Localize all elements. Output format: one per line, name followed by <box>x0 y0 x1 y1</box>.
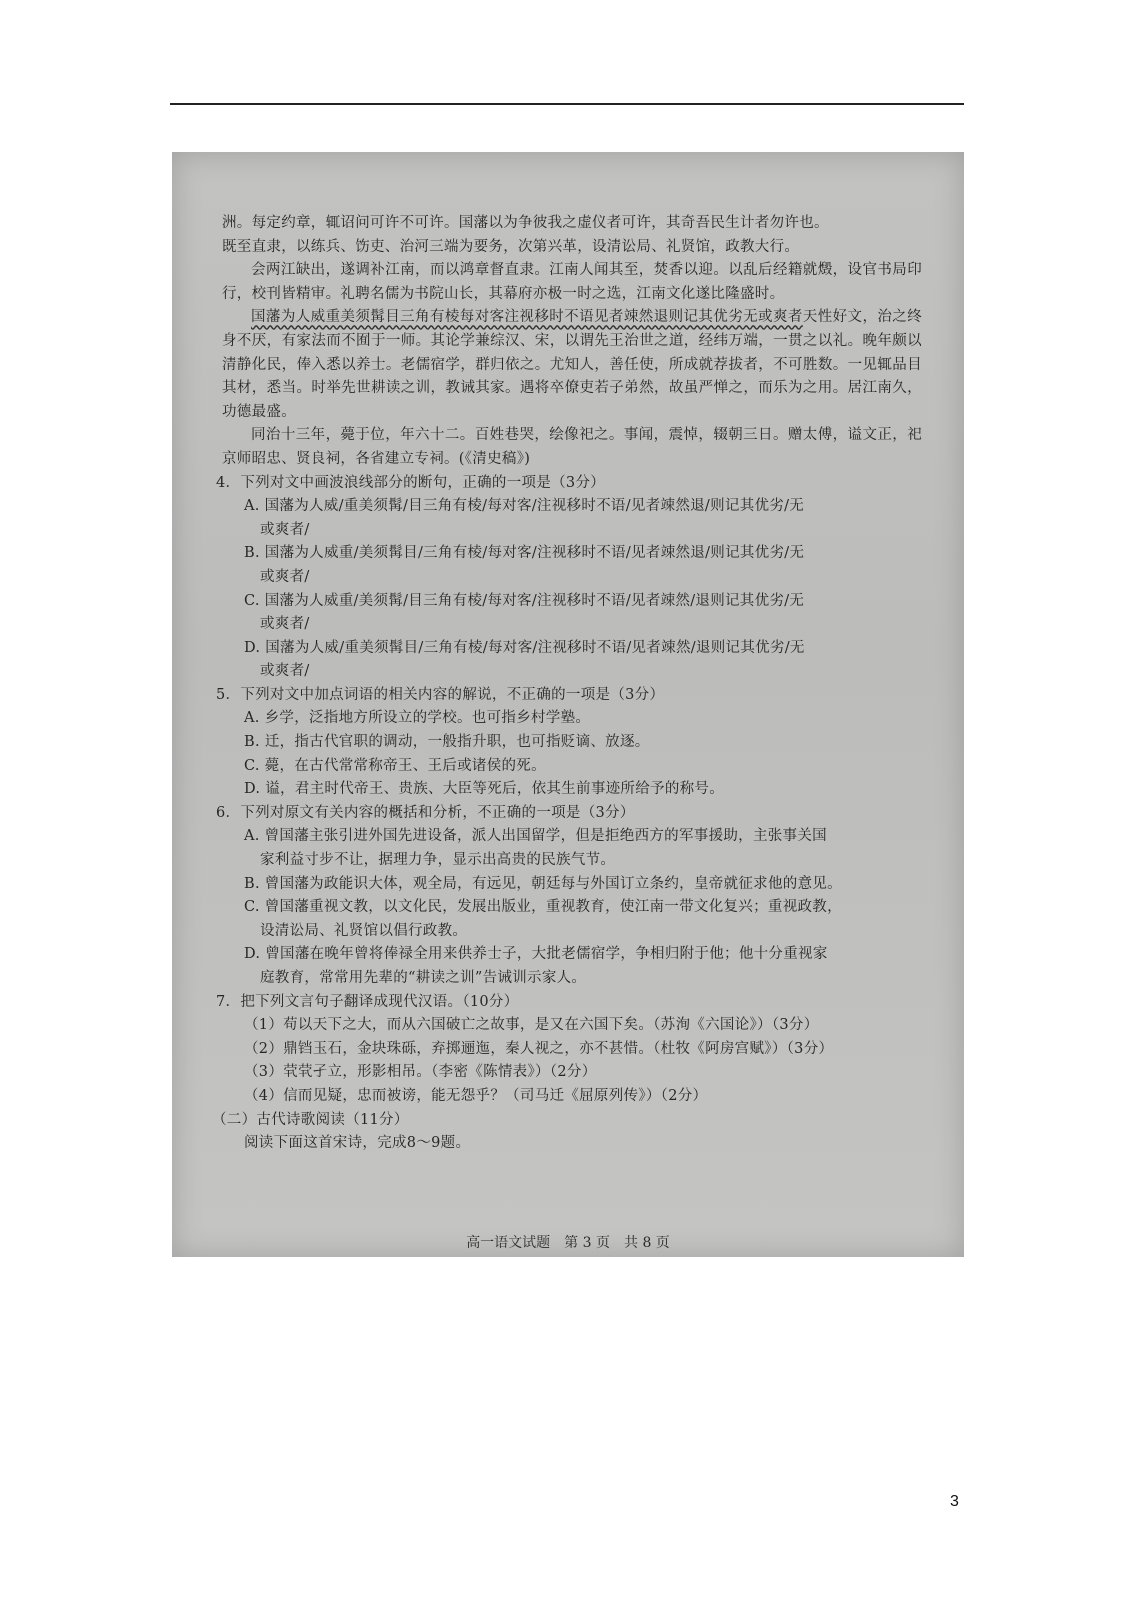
option-d-line-1: D. 曾国藩在晚年曾将俸禄全用来供养士子，大批老儒宿学，争相归附于他；他十分重视家 <box>244 946 828 963</box>
question-5-option-a: A. 乡学，泛指地方所设立的学校。也可指乡村学塾。 <box>244 710 591 727</box>
wavy-underlined-sentence: 国藩为人威重美须髯目三角有棱每对客注视移时不语见者竦然退则记其优劣无或爽者 <box>251 309 803 326</box>
option-c-line-1: C. 曾国藩重视文教，以文化民，发展出版业，重视教育，使江南一带文化复兴；重视政教， <box>244 899 842 916</box>
question-7-sentence-2: （2）鼎铛玉石，金块珠砾，弃掷逦迤，秦人视之，亦不甚惜。（杜牧《阿房宫赋》）（3分） <box>244 1040 834 1057</box>
scanned-exam-page <box>172 152 964 1257</box>
option-a-line-1: A. 国藩为人威/重美须髯/目三角有棱/每对客/注视移时不语/见者竦然退/则记其优劣/无 <box>244 498 805 515</box>
question-5-option-b: B. 迁，指古代官职的调动，一般指升职，也可指贬谪、放逐。 <box>244 734 650 751</box>
question-5 <box>216 684 922 802</box>
option-a-line-1: A. 曾国藩主张引进外国先进设备，派人出国留学，但是拒绝西方的军事援助，主张事关国 <box>244 828 827 845</box>
question-4-option-b <box>222 542 922 589</box>
question-4-option-c <box>222 590 922 637</box>
option-a-line-2: 家利益寸步不让，据理力争，显示出高贵的民族气节。 <box>260 852 616 869</box>
question-6-option-d <box>222 943 922 990</box>
question-7-sentence-1: （1）苟以天下之大，而从六国破亡之故事，是又在六国下矣。（苏洵《六国论》）（3分） <box>244 1017 819 1034</box>
passage-paragraph-1: 洲。每定约章，辄诏问可许不可许。国藩以为争彼我之虚仪者可许，其奇吾民生计者勿许也。 <box>222 215 829 231</box>
question-7-sentence-4: （4）信而见疑，忠而被谤，能无怨乎？（司马迁《屈原列传》）（2分） <box>244 1087 708 1104</box>
option-d-line-2: 庭教育，常常用先辈的“耕读之训”告诫训示家人。 <box>260 970 587 986</box>
passage-paragraph-4 <box>222 306 922 424</box>
question-5-stem: 5．下列对文中加点词语的相关内容的解说，不正确的一项是（3分） <box>216 686 665 703</box>
question-4 <box>216 472 922 684</box>
passage-paragraph-4-rest: 天性好文，治之终身不厌，有家法而不囿于一师。其论学兼综汉、宋，以谓先王治世之道，经纬万端，一贯之以礼。晚年颇以清静化民，俸入悉以养士。老儒宿学，群归依之。尤知人，善任使，所成就荐拔者，不可胜数。一见辄品目其材，悉当。时举先世耕读之训，教诫其家。遇将卒僚吏若子弟然，故虽严惮之，而乐为之用。居江南久，功德最盛。 <box>222 309 922 420</box>
option-c-line-2: 设清讼局、礼贤馆以倡行政教。 <box>260 922 468 939</box>
exam-content <box>212 212 922 1156</box>
question-4-option-d <box>222 637 922 684</box>
question-5-option-c: C. 薨，在古代常常称帝王、王后或诸侯的死。 <box>244 757 546 774</box>
option-b-line-2: 或爽者/ <box>260 568 310 585</box>
section-2-instruction: 阅读下面这首宋诗，完成8～9题。 <box>244 1135 471 1152</box>
question-7-sentence-3: （3）茕茕孑立，形影相吊。（李密《陈情表》）（2分） <box>244 1064 597 1081</box>
option-b-line-1: B. 国藩为人威重/美须髯目/三角有棱/每对客/注视移时不语/见者竦然退/则记其优劣/无 <box>244 545 805 562</box>
option-c-line-2: 或爽者/ <box>260 616 310 633</box>
passage-paragraph-5: 同治十三年，薨于位，年六十二。百姓巷哭，绘像祀之。事闻，震悼，辍朝三日。赠太傅，谥文正，祀京师昭忠、贤良祠，各省建立专祠。(《清史稿》) <box>222 427 922 467</box>
question-6-option-a <box>222 825 922 872</box>
section-2-heading: （二）古代诗歌阅读（11分） <box>212 1111 409 1128</box>
scan-page-footer: 高一语文试题 第 3 页 共 8 页 <box>466 1235 670 1251</box>
option-d-line-1: D. 国藩为人威/重美须髯目/三角有棱/每对客/注视移时不语/见者竦然/退则记其优劣/无 <box>244 639 805 656</box>
question-7-stem: 7．把下列文言句子翻译成现代汉语。（10分） <box>216 993 519 1010</box>
option-c-line-1: C. 国藩为人威重/美须髯/目三角有棱/每对客/注视移时不语/见者竦然/退则记其优劣/无 <box>244 592 805 609</box>
question-5-option-d: D. 谥，君主时代帝王、贵族、大臣等死后，依其生前事迹所给予的称号。 <box>244 781 725 798</box>
option-d-line-2: 或爽者/ <box>260 663 310 680</box>
question-7 <box>216 991 922 1109</box>
question-6 <box>216 802 922 991</box>
header-rule <box>170 103 964 105</box>
option-a-line-2: 或爽者/ <box>260 521 310 538</box>
question-4-option-a <box>222 495 922 542</box>
page-number: 3 <box>950 1493 959 1510</box>
question-6-option-c <box>222 896 922 943</box>
passage-paragraph-2: 既至直隶，以练兵、饬吏、治河三端为要务，次第兴革，设清讼局、礼贤馆，政教大行。 <box>222 238 800 255</box>
question-6-stem: 6．下列对原文有关内容的概括和分析，不正确的一项是（3分） <box>216 804 635 821</box>
passage-paragraph-3: 会两江缺出，遂调补江南，而以鸿章督直隶。江南人闻其至，焚香以迎。以乱后经籍就燬，设官书局印行，校刊皆精审。礼聘名儒为书院山长，其幕府亦极一时之选，江南文化遂比隆盛时。 <box>222 262 922 302</box>
question-4-stem: 4．下列对文中画波浪线部分的断句，正确的一项是（3分） <box>216 474 606 491</box>
question-6-option-b: B. 曾国藩为政能识大体，观全局，有远见，朝廷每与外国订立条约，皇帝就征求他的意见。 <box>244 875 842 892</box>
